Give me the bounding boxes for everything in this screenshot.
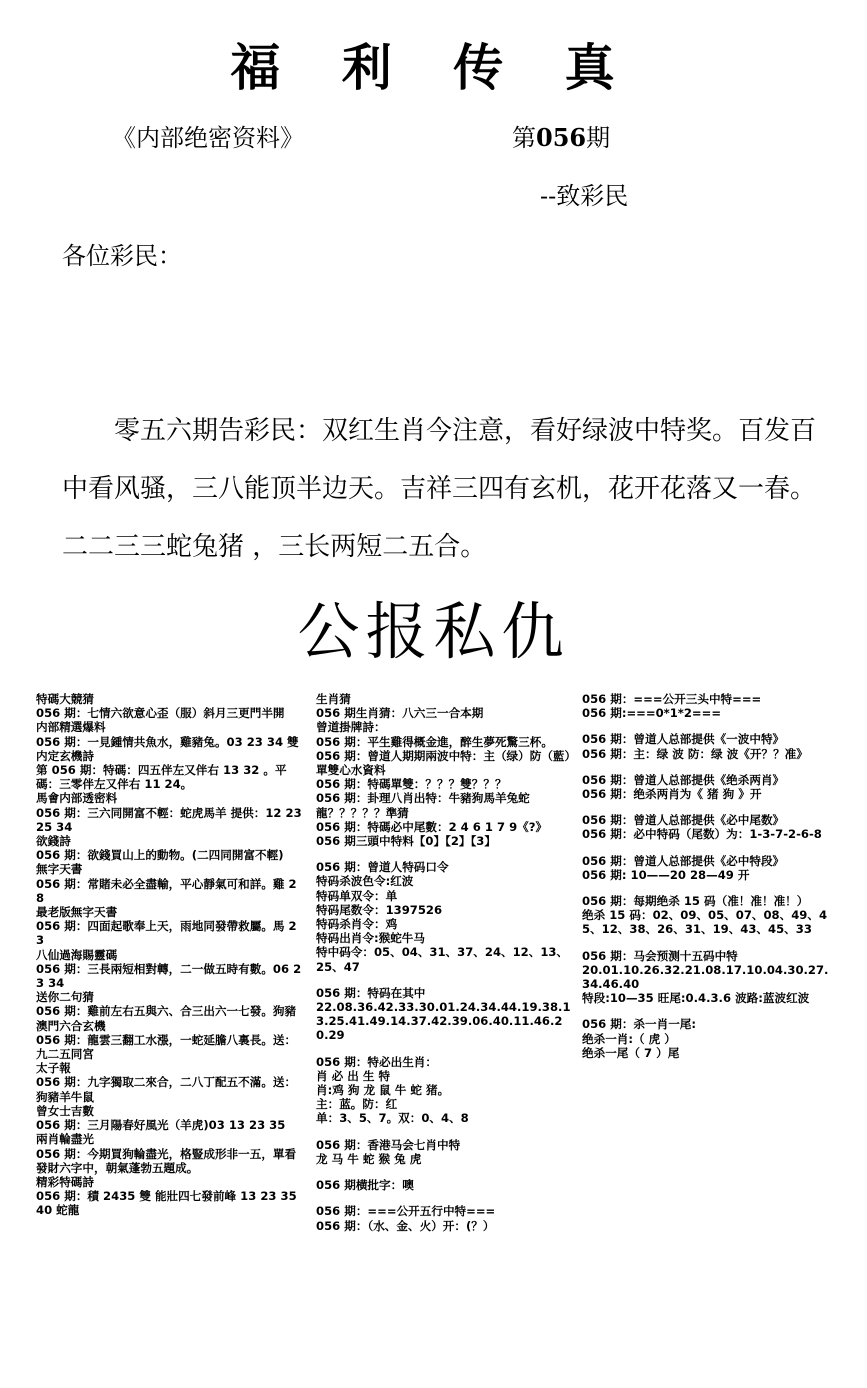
column-line: 精彩特碼詩 xyxy=(36,1174,94,1189)
column-line: 056 期：九字獨取二來合，二八丁配五不滿。送：狗豬羊牛鼠 xyxy=(36,1075,297,1104)
column-line: 特码尾数令：1397526 xyxy=(316,902,443,917)
column-line: 056 期三頭中特料【0】【2】【3】 xyxy=(316,834,496,849)
column-line: 056 期：今期買狗輪盡光，格豎成形非一五，單看發財六字中，朝氣蓬勃五題成。 xyxy=(36,1146,297,1175)
column-line: 無字天書 xyxy=(36,862,83,877)
column-line: 特中码令：05、04、31、37、24、12、13、25、47 xyxy=(316,945,569,974)
column-line: 056 期：欲錢買山上的動物。(二四同開富不輕) xyxy=(36,848,284,863)
column-line: 太子報 xyxy=(36,1061,71,1076)
column-gap xyxy=(316,974,572,986)
column-line: 第 056 期：特碼：四五伴左又伴右 13 32 。平碼：三零伴左又伴右 11 24。 xyxy=(36,763,287,792)
column-line: 绝杀一尾（ 7 ）尾 xyxy=(582,1045,680,1060)
column-line: 056 期: 10——20 28—49 开 xyxy=(582,867,750,882)
issue-value: 056 xyxy=(536,123,587,152)
column-line: 特码杀肖令：鸡 xyxy=(316,917,398,932)
column-line: 056 期：一見鍾情共魚水，雞豬兔。03 23 34 雙 xyxy=(36,734,299,749)
column-line: 單雙心水資料 xyxy=(316,763,386,778)
column-gap xyxy=(582,1005,836,1017)
headline: 公报私仇 xyxy=(297,595,570,668)
column-line: 056 期：主：绿 波 防：绿 波《开？？准》 xyxy=(582,746,808,761)
column-line: 最老版無字天書 xyxy=(36,905,118,920)
page-title: 福 利 传 真 xyxy=(230,39,637,97)
issue-prefix: 第 xyxy=(512,124,536,152)
column-line: 特碼大競猜 xyxy=(36,692,94,706)
column-line: 绝杀 15 码：02、09、05、07、08、49、45、12、38、26、31、19、43、45、33 xyxy=(582,908,828,937)
column-line: 056 期：龍雲三翻工水漲，一蛇延膽八裏長。送：九二五同宮 xyxy=(36,1032,297,1062)
column-line: 欲錢詩 xyxy=(36,834,71,849)
column-gap xyxy=(316,1126,572,1138)
document-type: 《内部绝密资料》 xyxy=(112,124,304,152)
column-line: 内部精選爆料 xyxy=(36,720,106,735)
column-line: 056 期：常賭未必全盡輸，平心靜氣可和詳。雞 28 xyxy=(36,876,297,905)
column-line: 056 期横批字：噢 xyxy=(316,1178,414,1193)
column-line: 20.01.10.26.32.21.08.17.10.04.30.27.34.46.40 xyxy=(582,962,829,992)
column-line: 056 期：雞前左右五與六、合三出六一七發。狗豬 xyxy=(36,1004,297,1019)
column-line: 056 期：必中特码（尾数）为：1-3-7-2-6-8 xyxy=(582,827,822,842)
column-line: 绝杀一肖:（ 虎 ） xyxy=(582,1031,676,1046)
column-gap xyxy=(316,848,572,860)
column-line: 056 期：三長兩短相對轉，二一做五時有數。06 23 34 xyxy=(36,961,302,991)
column-line: 056 期：香港马会七肖中特 xyxy=(316,1137,461,1152)
column-line: 22.08.36.42.33.30.01.24.34.44.19.38.13.25.41.49.14.37.42.39.06.40.11.46.20.29 xyxy=(316,1000,571,1043)
column-line: 肖:鸡 狗 龙 鼠 牛 蛇 猪。 xyxy=(316,1083,450,1098)
column-line: 056 期：曾道人特码口令 xyxy=(316,860,449,875)
column-line: 056 期：特碼單雙：？？？雙？？？ xyxy=(316,777,507,792)
column-gap xyxy=(316,1043,572,1055)
column-left xyxy=(36,692,304,1218)
column-line: 曾女士吉數 xyxy=(36,1103,94,1118)
column-line: 056 期：（水、金、火）开：(？） xyxy=(316,1218,495,1233)
column-line: 056 期：杀一肖一尾: xyxy=(582,1017,697,1032)
addressee: --致彩民 xyxy=(540,182,629,210)
column-line: 056 期：三月陽春好風光（羊虎)03 13 23 35 xyxy=(36,1118,286,1133)
issue-number xyxy=(512,118,610,153)
column-line: 056 期：曾道人总部提供《必中尾数》 xyxy=(582,813,785,828)
column-line: 056 期：曾道人总部提供《一波中特》 xyxy=(582,732,785,747)
column-line: 单：3、5、7。双：0、4、8 xyxy=(316,1111,469,1126)
column-gap xyxy=(582,937,836,949)
column-gap xyxy=(316,1166,572,1178)
column-line: 特码出肖令:猴蛇牛马 xyxy=(316,931,425,946)
column-line: 056 期：===公开五行中特=== xyxy=(316,1204,496,1219)
column-line: 056 期：三六同開富不輕：蛇虎馬羊 提供：12 23 25 34 xyxy=(36,805,306,834)
column-line: 主：蓝。防：红 xyxy=(316,1097,398,1112)
column-line: 056 期：马会预测十五码中特 xyxy=(582,948,738,963)
column-line: 056 期生肖猜：八六三一合本期 xyxy=(316,706,484,721)
column-line: 056 期：曾道人总部提供《绝杀两肖》 xyxy=(582,772,785,787)
column-gap xyxy=(582,761,836,773)
column-middle xyxy=(316,692,577,1233)
column-line: 056 期：曾道人期期兩波中特：主（绿）防（藍） xyxy=(316,748,577,763)
column-line: 特码杀波色令:红波 xyxy=(316,874,414,889)
column-line: 内定玄機詩 xyxy=(36,748,94,763)
column-line: 056 期：積 2435 雙 能壯四七發前峰 13 23 35 40 蛇龍 xyxy=(36,1189,301,1218)
column-line: 056 期：曾道人总部提供《必中特段》 xyxy=(582,853,785,868)
column-gap xyxy=(582,842,836,854)
poem-paragraph: 零五六期告彩民：双红生肖今注意，看好绿波中特奖。百发百中看风骚，三八能顶半边天。吉祥三四有玄机，花开花落又一春。二二三三蛇兔猪 ，三长两短二五合。 xyxy=(62,416,817,562)
issue-suffix: 期 xyxy=(586,124,611,152)
column-line: 056 期：卦理八肖出特：牛豬狗馬羊兔蛇龍？？？？？準猜 xyxy=(316,791,530,820)
column-line: 056 期:===0*1*2=== xyxy=(582,706,722,721)
column-line: 特段:10—35 旺尾:0.4.3.6 波路:蓝波红波 xyxy=(582,991,810,1006)
column-line: 肖 必 出 生 特 xyxy=(316,1068,391,1083)
column-gap xyxy=(582,882,836,894)
column-line: 056 期：每期绝杀 15 码（准！准！准！） xyxy=(582,894,809,909)
column-line: 056 期：特必出生肖： xyxy=(316,1054,437,1069)
column-line: 056 期：===公开三头中特=== xyxy=(582,692,762,706)
column-line: 056 期：四面起歌奉上天，雨地同發帶救屬。馬 23 xyxy=(36,919,297,948)
column-line: 八仙過海賜靈碼 xyxy=(36,947,118,962)
column-line: 特码单双令：单 xyxy=(316,888,398,903)
column-line: 056 期：绝杀两肖为《 猪 狗 》开 xyxy=(582,787,762,802)
column-line: 056 期：特码在其中 xyxy=(316,985,426,1000)
column-line: 生肖猜 xyxy=(316,692,351,706)
column-line: 澳門六合玄機 xyxy=(36,1018,106,1033)
column-line: 送你二句猜 xyxy=(36,990,94,1005)
column-line: 056 期：特碼必中尾數：2 4 6 1 7 9《?》 xyxy=(316,819,548,834)
column-gap xyxy=(582,801,836,813)
column-line: 056 期：平生雞得概金進，醉生夢死驚三杯。 xyxy=(316,734,553,749)
column-line: 龙 马 牛 蛇 猴 兔 虎 xyxy=(316,1151,422,1166)
column-line: 馬會内部透密料 xyxy=(36,791,118,806)
column-right xyxy=(582,692,836,1060)
greeting: 各位彩民： xyxy=(62,242,182,270)
column-line: 兩肖輪盡光 xyxy=(36,1132,94,1147)
column-line: 056 期：七情六欲意心歪（服）斜月三更門半開 xyxy=(36,706,285,721)
column-line: 曾道掛牌詩： xyxy=(316,720,386,735)
column-gap xyxy=(582,720,836,732)
column-gap xyxy=(316,1192,572,1204)
